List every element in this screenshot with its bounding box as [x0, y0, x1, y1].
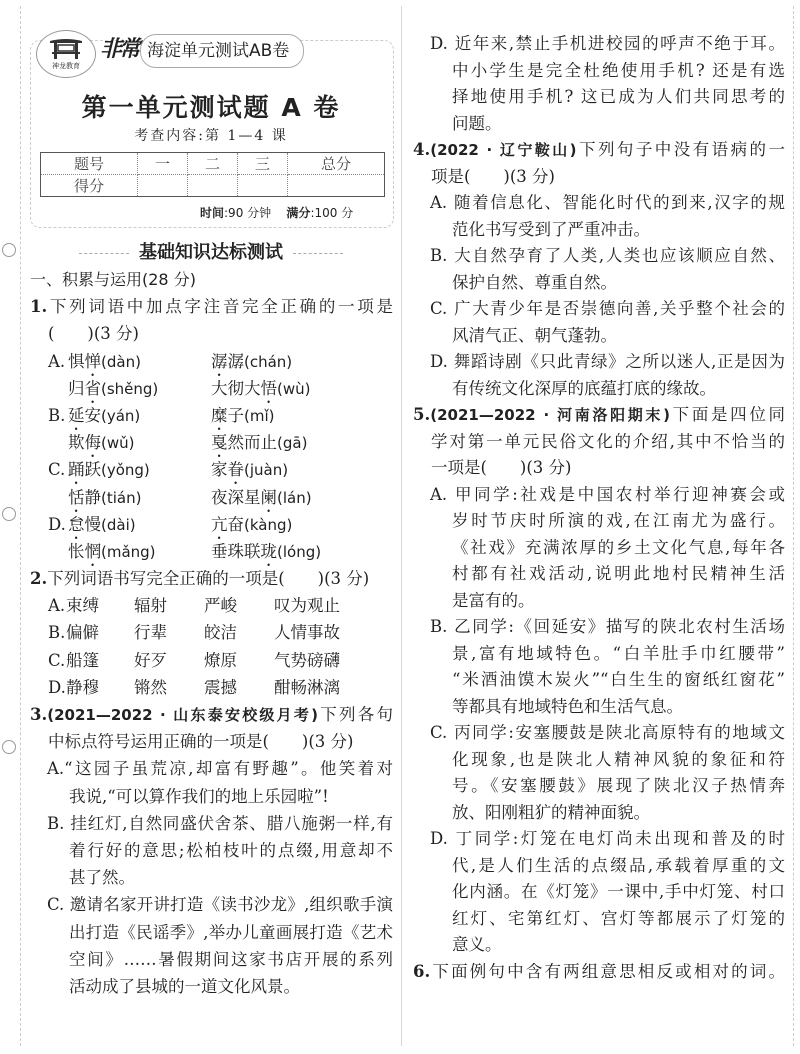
option-word: 锵然: [134, 677, 167, 697]
brand-logo: 非常: [100, 36, 139, 62]
q1-option-row: [30, 511, 393, 538]
text-line: [30, 266, 393, 293]
dotted-char: 阑: [260, 487, 277, 507]
text-line: [413, 376, 785, 403]
text-line: [30, 728, 393, 755]
time-label: 时间: [200, 206, 225, 220]
pinyin: (wǔ): [101, 434, 135, 453]
line-text: 下列词语书写完全正确的一项是( )(3 分): [47, 569, 370, 589]
option-word: 船篷: [66, 650, 99, 670]
word-part: 然而止: [227, 433, 277, 453]
text-line: [413, 111, 785, 138]
q2-option-row: [30, 674, 393, 701]
text-line: [413, 429, 785, 456]
full-score-label: 满分: [286, 206, 311, 220]
option-word: 气势磅礴: [274, 650, 340, 670]
q2-option-row: [30, 619, 393, 646]
question-number: 5.: [413, 405, 431, 424]
line-text: 代,是人们生活的点缀品,承载着厚重的文: [452, 855, 785, 875]
text-line: [30, 891, 393, 918]
line-text: 号。《安塞腰鼓》展现了陕北汉子热情奔: [452, 776, 785, 795]
line-text: 化内涵。在《灯笼》一课中,手中灯笼、村口: [452, 882, 785, 901]
pinyin: (wù): [277, 379, 311, 398]
score-cell[interactable]: [137, 175, 187, 197]
option-word: 辐射: [134, 596, 167, 616]
line-text: 是富有的。: [452, 590, 535, 610]
dotted-char: 眷: [227, 460, 244, 480]
pinyin: (mǐ): [244, 406, 275, 425]
binding-hole: [2, 507, 16, 521]
question-line: [30, 293, 393, 320]
line-text: 一项是( )(3 分): [431, 458, 572, 477]
line-text: 下面是四位同: [669, 405, 785, 424]
q1-option-row: [30, 429, 393, 456]
word-part: 安: [84, 405, 101, 425]
line-text: 着行好的意思;松柏枝叶的点缀,用意却不: [69, 840, 393, 860]
question-line: [30, 701, 393, 728]
line-text: 择地使用手机? 这已成为人们共同思考的: [452, 87, 785, 106]
score-cell[interactable]: [238, 175, 288, 197]
pinyin: (dài): [101, 515, 136, 534]
text-line: [413, 58, 785, 85]
section-heading: [30, 238, 392, 264]
dotted-char: 珑: [260, 541, 277, 561]
pinyin: (chán): [244, 352, 293, 371]
text-line: [413, 323, 785, 350]
pinyin: (yán): [101, 406, 141, 425]
q1-option-row: [30, 456, 393, 483]
line-text: “米酒油馍木炭火”“白生生的窗纸红窗花”: [452, 670, 785, 689]
line-text: A. 甲同学:社戏是中国农村举行迎神赛会或: [430, 484, 785, 504]
line-text: 《社戏》充满浓厚的乡土文化气息,每年各: [452, 537, 785, 557]
word-part: 潺: [227, 351, 244, 371]
word-part: 垂珠联: [211, 541, 261, 561]
dotted-char: 省: [84, 378, 101, 398]
q1-option-row: [30, 538, 393, 565]
text-line: [413, 455, 785, 482]
line-text: 下列句子中没有语病的一: [576, 140, 786, 159]
q1-option-row: [30, 348, 393, 375]
line-text: 学对第一单元民俗文化的介绍,其中不恰当的: [431, 431, 785, 451]
binding-hole: [2, 740, 16, 754]
option-word: 酣畅淋漓: [274, 677, 340, 697]
line-text: A. 随着信息化、智能化时代的到来,汉字的规: [430, 193, 785, 212]
option-word: 皎洁: [204, 623, 237, 643]
text-line: [413, 906, 785, 933]
logo-text: 神龙教育: [52, 62, 80, 70]
dotted-char: 惘: [84, 541, 101, 561]
line-text: 风清气正、朝气蓬勃。: [452, 325, 617, 345]
text-line: [30, 946, 393, 973]
question-source: (2021—2022 · 河南洛阳期末): [430, 406, 670, 424]
text-line: [413, 614, 785, 641]
option-word: 人情事故: [274, 623, 340, 643]
dotted-char: 恬: [68, 487, 85, 507]
text-line: [413, 508, 785, 535]
option-label: B.: [48, 623, 66, 643]
pinyin: (tián): [101, 488, 142, 507]
dotted-char: 悟: [260, 378, 277, 398]
dotted-char: 侮: [84, 433, 101, 453]
page-title: 第一单元测试题 A 卷: [81, 93, 341, 122]
score-row-label: 得分: [41, 175, 138, 197]
option-word: 震撼: [204, 677, 237, 697]
text-line: [30, 837, 393, 864]
full-score-value: :100 分: [310, 206, 354, 220]
word-part: 怅: [68, 541, 85, 561]
column-divider: [401, 6, 402, 1046]
word-part: 慢: [84, 514, 101, 534]
section-title: 基础知识达标测试: [139, 242, 283, 263]
line-text: C. 丙同学:安塞腰鼓是陕北高原特有的地域文: [430, 723, 785, 742]
text-line: [30, 864, 393, 891]
line-text: 出打造《民谣季》,举办儿童画展打造《艺术: [69, 922, 393, 942]
right-column: [413, 31, 785, 985]
line-text: 甚了然。: [69, 868, 135, 888]
pinyin: (yǒng): [101, 461, 150, 480]
text-line: [30, 810, 393, 837]
score-header-cell: 二: [187, 153, 237, 175]
line-text: 中小学生是完全杜绝使用手机? 还是有选: [452, 60, 785, 80]
line-text: C. 邀请名家开讲打造《读书沙龙》,组织歌手演: [47, 895, 393, 915]
line-text: 下面例句中含有两组意思相反或相对的词。: [430, 961, 785, 981]
line-text: ( )(3 分): [48, 324, 139, 344]
line-text: 中标点符号运用正确的一项是( )(3 分): [48, 732, 354, 752]
pinyin: (kàng): [244, 515, 293, 534]
dotted-char: 踊: [68, 460, 85, 480]
text-line: [413, 31, 785, 58]
line-text: 红灯、宅第红灯、宫灯等都展示了灯笼的: [452, 908, 785, 928]
question-number: 2.: [30, 569, 48, 589]
word-part: 跃: [84, 460, 101, 480]
pinyin: (mǎng): [101, 542, 156, 561]
text-line: [413, 296, 785, 323]
option-word: 行辈: [134, 623, 167, 643]
text-line: [413, 879, 785, 906]
option-word: 燎原: [204, 650, 237, 670]
q2-option-row: [30, 647, 393, 674]
score-header-cell: 一: [137, 153, 187, 175]
word-part: 欺: [68, 433, 85, 453]
line-text: 化现象,也是陕北人精神风貌的象征和符: [452, 749, 785, 769]
dotted-char: 怠: [68, 514, 85, 534]
word-part: 子: [227, 405, 244, 425]
text-line: [30, 783, 393, 810]
pinyin: (shěng): [101, 379, 159, 398]
text-line: [413, 588, 785, 615]
text-line: [413, 190, 785, 217]
line-text: C. 广大青少年是否崇德向善,关乎整个社会的: [430, 299, 785, 318]
score-table: [40, 152, 385, 197]
score-header-cell: 三: [238, 153, 288, 175]
line-text: D. 近年来,禁止手机进校园的呼声不绝于耳。: [430, 34, 785, 53]
word-part: 奋: [227, 514, 244, 534]
series-name: 海淀单元测试AB卷: [140, 34, 304, 68]
line-text: 一、积累与运用(28 分): [30, 270, 196, 289]
score-cell[interactable]: [288, 175, 385, 197]
exam-scope: 考查内容:第 1—4 课: [134, 128, 288, 144]
text-line: [413, 243, 785, 270]
line-text: 项是( )(3 分): [431, 166, 555, 186]
text-line: [413, 270, 785, 297]
pinyin: (lóng): [277, 542, 322, 561]
question-number: 3.: [30, 705, 48, 724]
question-line: [413, 402, 785, 429]
divider: [293, 253, 343, 254]
text-line: [413, 720, 785, 747]
question-number: 1.: [30, 297, 48, 317]
line-text: 范化书写受到了严重冲击。: [452, 219, 650, 239]
publisher-logo: [36, 30, 96, 78]
option-label: B.: [48, 405, 66, 425]
line-text: D. 舞蹈诗剧《只此青绿》之所以迷人,正是因为: [430, 352, 785, 371]
dotted-char: 亢: [211, 514, 228, 534]
option-word: 叹为观止: [274, 596, 340, 616]
score-header-cell: 题号: [41, 153, 138, 175]
text-line: [413, 349, 785, 376]
option-label: C.: [48, 650, 66, 670]
word-part: 大彻大: [211, 378, 261, 398]
text-line: [413, 641, 785, 668]
left-column: [30, 266, 393, 1000]
dotted-char: 惮: [84, 351, 101, 371]
pinyin: (dàn): [101, 352, 141, 371]
option-word: 好歹: [134, 650, 167, 670]
line-text: B. 乙同学:《回延安》描写的陕北农村生活场: [430, 617, 785, 636]
line-text: 村都有社戏活动,说明此地村民精神生活: [452, 564, 785, 583]
question-line: [30, 565, 393, 592]
text-line: [413, 747, 785, 774]
word-part: 家: [211, 460, 228, 480]
time-value: :90 分钟: [224, 206, 272, 220]
dotted-char: 戛: [211, 433, 228, 453]
line-text: 保护自然、尊重自然。: [452, 272, 617, 292]
word-part: 惧: [68, 351, 85, 371]
question-source: (2021—2022 · 山东泰安校级月考): [47, 706, 319, 724]
line-text: 下列各句: [318, 705, 394, 724]
option-word: 束缚: [66, 596, 99, 616]
line-text: 问题。: [452, 113, 502, 133]
text-line: [413, 84, 785, 111]
question-number: 4.: [413, 140, 431, 159]
option-label: D.: [48, 677, 66, 697]
question-number: 6.: [413, 961, 431, 981]
line-text: A.“这园子虽荒凉,却富有野趣”。他笑着对: [47, 759, 393, 779]
option-label: A.: [48, 351, 66, 371]
word-part: 夜深星: [211, 487, 261, 507]
text-line: [30, 973, 393, 1000]
pinyin: (gā): [277, 434, 308, 453]
text-line: [413, 217, 785, 244]
text-line: [413, 164, 785, 191]
option-label: D.: [48, 514, 66, 534]
line-text: B. 大自然孕育了人类,人类也应该顺应自然、: [430, 246, 785, 265]
text-line: [30, 755, 393, 782]
q2-option-row: [30, 592, 393, 619]
word-part: 静: [84, 487, 101, 507]
gate-icon: [49, 37, 83, 59]
line-text: 放、阳刚粗犷的精神面貌。: [452, 802, 650, 822]
text-line: [413, 800, 785, 827]
dotted-char: 糜: [211, 405, 228, 425]
text-line: [413, 482, 785, 509]
line-text: 等都具有地域特色和生活气息。: [452, 696, 683, 716]
line-text: 有传统文化深厚的底蕴打底的缘故。: [452, 378, 716, 398]
line-text: B. 挂红灯,自然同盛伏舍茶、腊八施粥一样,有: [47, 813, 393, 833]
pinyin: (juàn): [244, 461, 289, 480]
option-word: 静穆: [66, 677, 99, 697]
time-info: [200, 204, 353, 221]
binding-hole: [2, 243, 16, 257]
text-line: [413, 773, 785, 800]
option-word: 严峻: [204, 596, 237, 616]
text-line: [413, 932, 785, 959]
option-label: C.: [48, 460, 66, 480]
divider: [79, 253, 129, 254]
question-line: [413, 137, 785, 164]
q1-option-row: [30, 484, 393, 511]
text-line: [413, 694, 785, 721]
dotted-char: 潺: [211, 351, 228, 371]
text-line: [413, 667, 785, 694]
line-text: 我说,“可以算作我们的地上乐园啦”!: [69, 786, 329, 806]
score-header-cell: 总分: [288, 153, 385, 175]
line-text: D. 丁同学:灯笼在电灯尚未出现和普及的时: [430, 829, 785, 848]
score-cell[interactable]: [187, 175, 237, 197]
text-line: [413, 853, 785, 880]
line-text: 活动成了县城的一道文化风景。: [69, 976, 300, 996]
word-part: 归: [68, 378, 85, 398]
option-label: A.: [48, 596, 66, 616]
question-line: [413, 959, 785, 986]
line-text: 空间》……暑假期间这家书店开展的系列: [69, 949, 393, 969]
dotted-char: 延: [68, 405, 85, 425]
text-line: [30, 919, 393, 946]
line-text: 岁时节庆时所演的戏,在江南尤为盛行。: [452, 511, 785, 530]
option-word: 偏僻: [66, 623, 99, 643]
text-line: [413, 826, 785, 853]
line-text: 景,富有地域特色。“白羊肚手巾红腰带”: [452, 643, 785, 663]
q1-option-row: [30, 402, 393, 429]
text-line: [413, 535, 785, 562]
line-text: 意义。: [452, 935, 502, 954]
question-source: (2022 · 辽宁鞍山): [430, 141, 577, 159]
pinyin: (lán): [277, 488, 312, 507]
text-line: [30, 320, 393, 347]
q1-option-row: [30, 375, 393, 402]
line-text: 下列词语中加点字注音完全正确的一项是: [47, 297, 393, 317]
text-line: [413, 561, 785, 588]
